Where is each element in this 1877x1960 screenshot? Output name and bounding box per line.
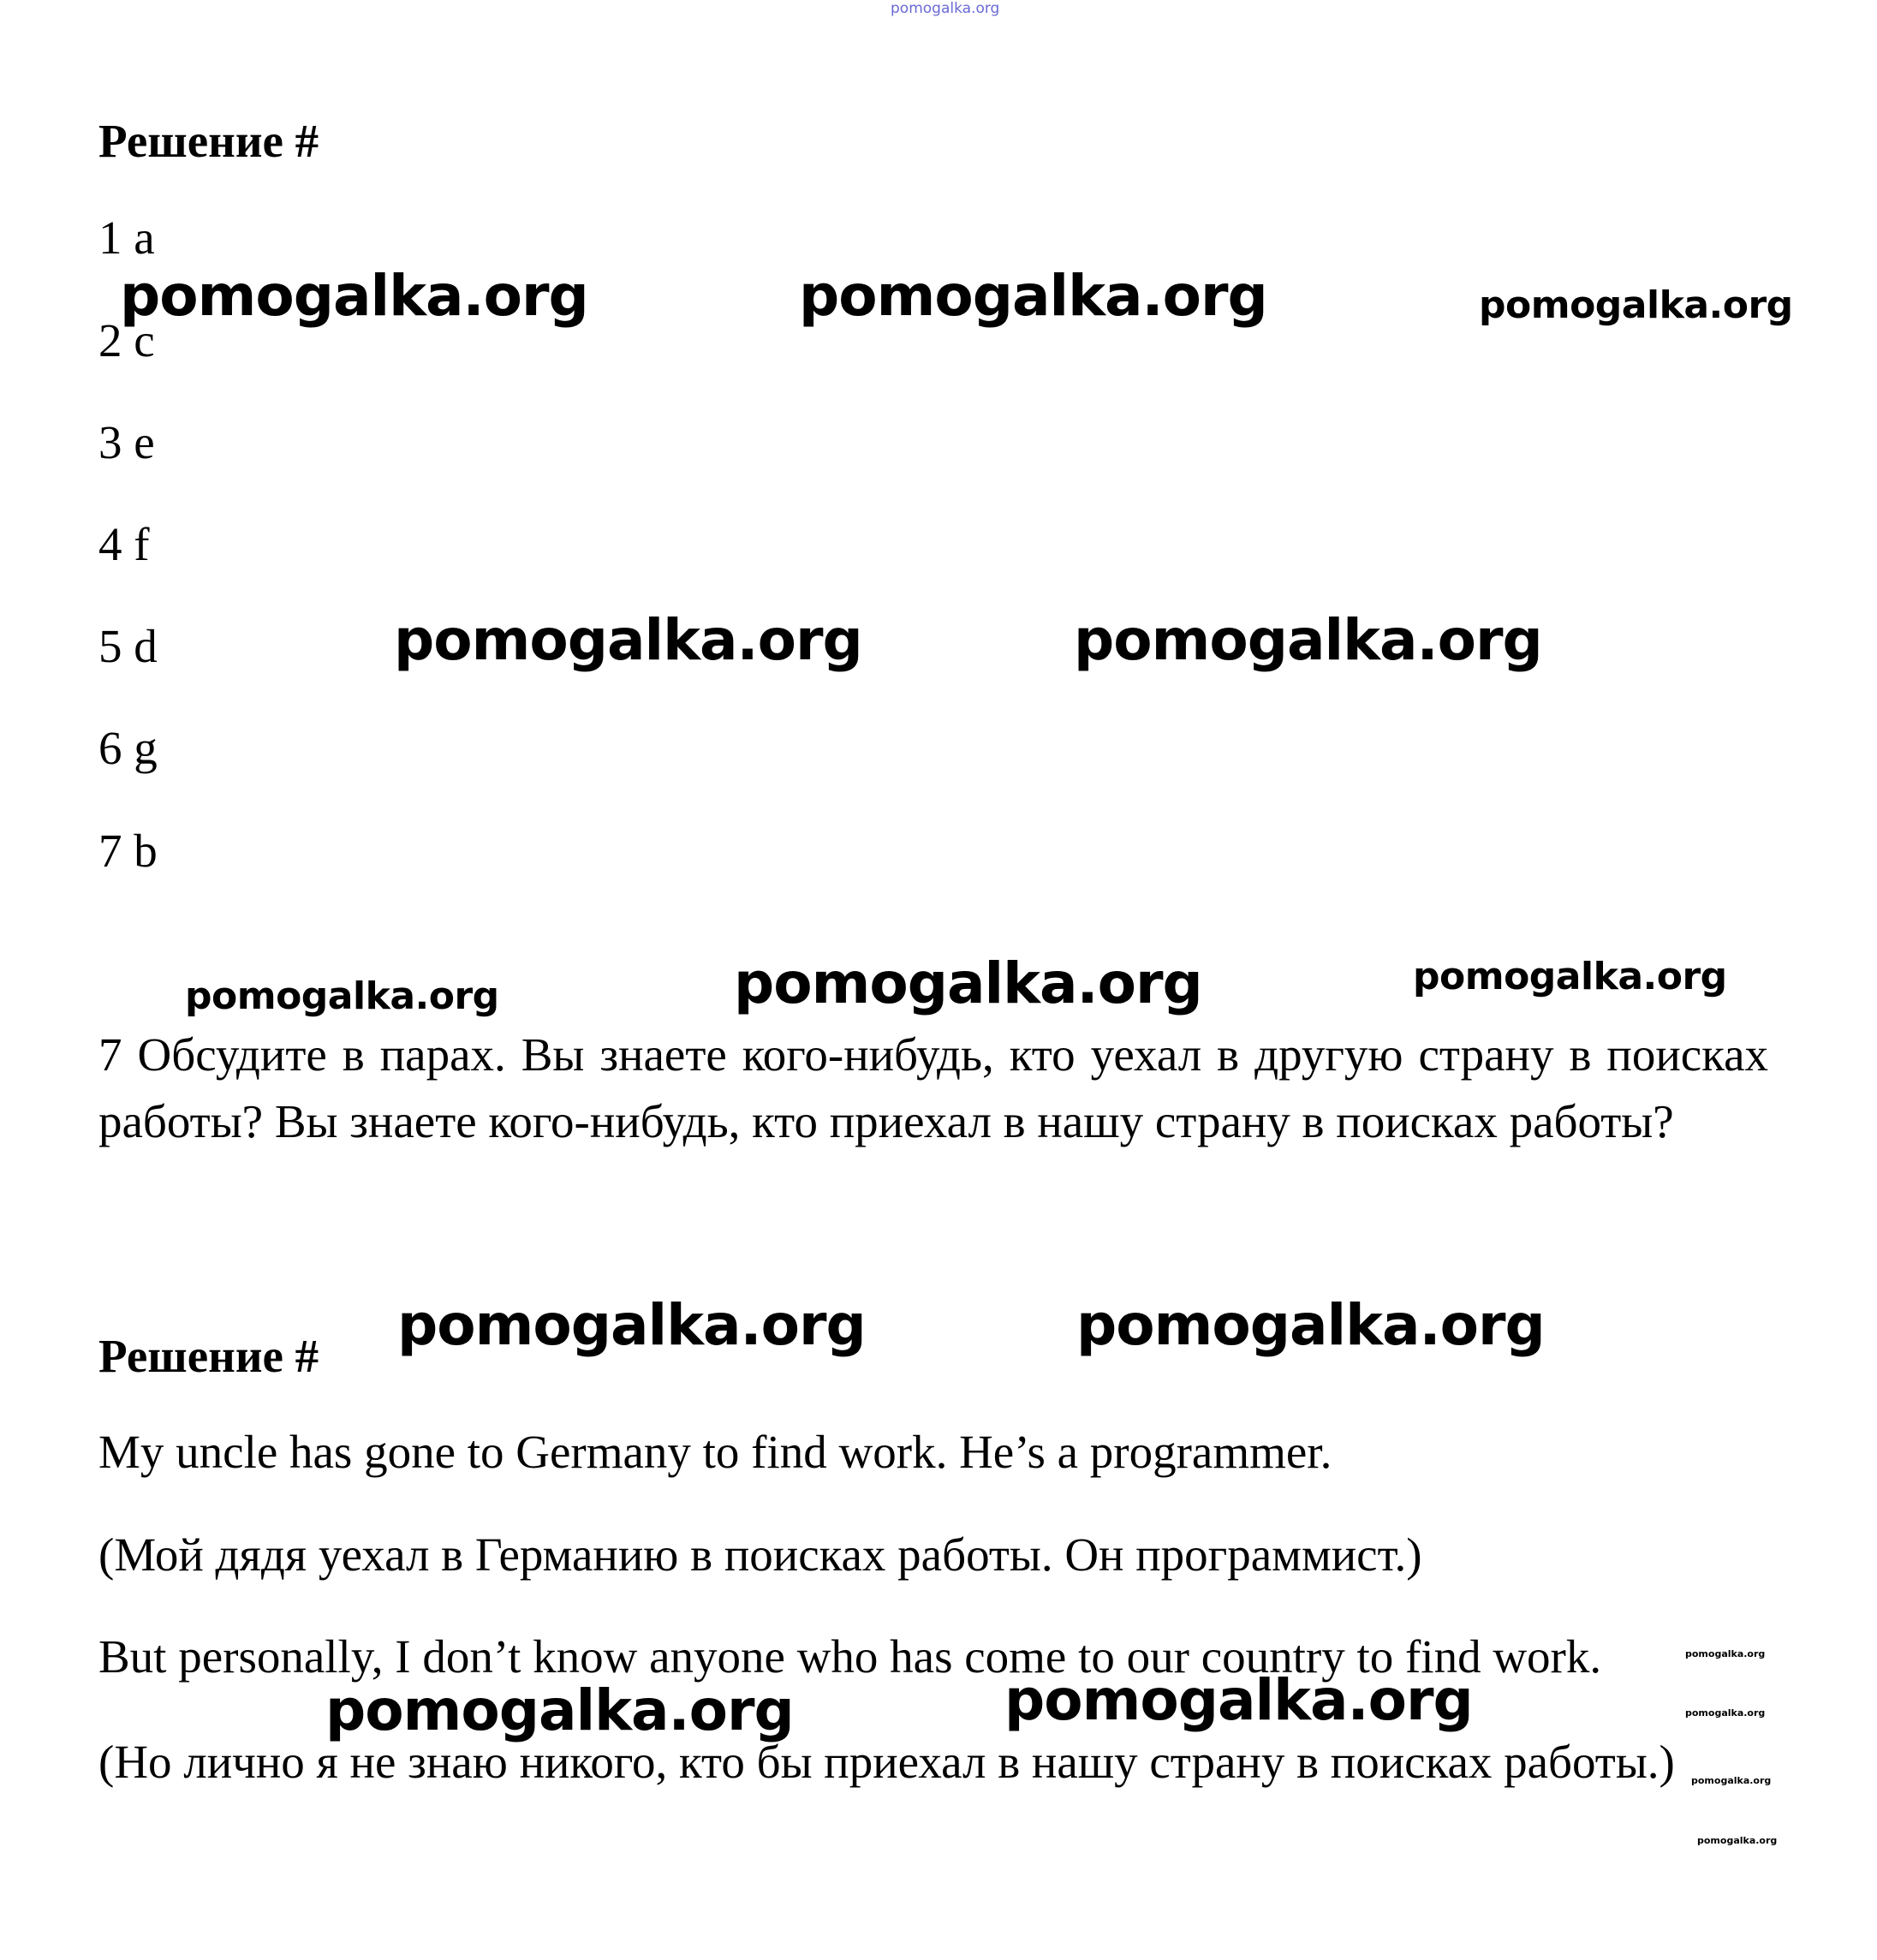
- watermark: pomogalka.org: [1697, 1835, 1778, 1846]
- answer-item: 7 b: [98, 825, 158, 877]
- watermark: pomogalka.org: [1074, 607, 1542, 673]
- answer-line: But personally, I don’t know anyone who has come to our country to find work.: [98, 1630, 1602, 1683]
- watermark: pomogalka.org: [1691, 1775, 1772, 1786]
- watermark: pomogalka.org: [120, 263, 588, 329]
- task-text: 7 Обсудите в парах. Вы знаете кого-нибудь, кто уехал в другую страну в поисках работы? Вы знаете кого-нибудь, кто приехал в нашу страну в поисках работы?: [98, 1028, 1768, 1147]
- watermark: pomogalka.org: [1076, 1292, 1545, 1358]
- answer-item: 2 c: [98, 314, 155, 366]
- watermark: pomogalka.org: [1479, 283, 1793, 327]
- watermark: pomogalka.org: [799, 263, 1267, 329]
- watermark: pomogalka.org: [1004, 1667, 1473, 1733]
- solution-heading-1: Решение #: [98, 115, 319, 167]
- answer-item: 3 e: [98, 416, 155, 468]
- answer-line: My uncle has gone to Germany to find work. He’s a programmer.: [98, 1426, 1332, 1478]
- watermark: pomogalka.org: [1685, 1648, 1766, 1659]
- answer-item: 1 a: [98, 211, 155, 264]
- top-watermark: pomogalka.org: [891, 0, 1000, 17]
- answer-item: 5 d: [98, 620, 158, 672]
- watermark: pomogalka.org: [1685, 1707, 1766, 1719]
- solution-heading-2: Решение #: [98, 1330, 319, 1382]
- answer-line: (Мой дядя уехал в Германию в поисках работы. Он программист.): [98, 1528, 1422, 1581]
- answer-item: 6 g: [98, 722, 158, 774]
- watermark: pomogalka.org: [1413, 955, 1727, 998]
- answer-item: 4 f: [98, 518, 150, 570]
- watermark: pomogalka.org: [325, 1677, 794, 1743]
- watermark: pomogalka.org: [397, 1292, 866, 1358]
- answer-line-translation: (Но лично я не знаю никого, кто бы приехал в нашу страну в поисках работы.): [98, 1736, 1675, 1788]
- watermark: pomogalka.org: [734, 950, 1202, 1016]
- watermark: pomogalka.org: [185, 974, 499, 1018]
- watermark: pomogalka.org: [394, 607, 862, 673]
